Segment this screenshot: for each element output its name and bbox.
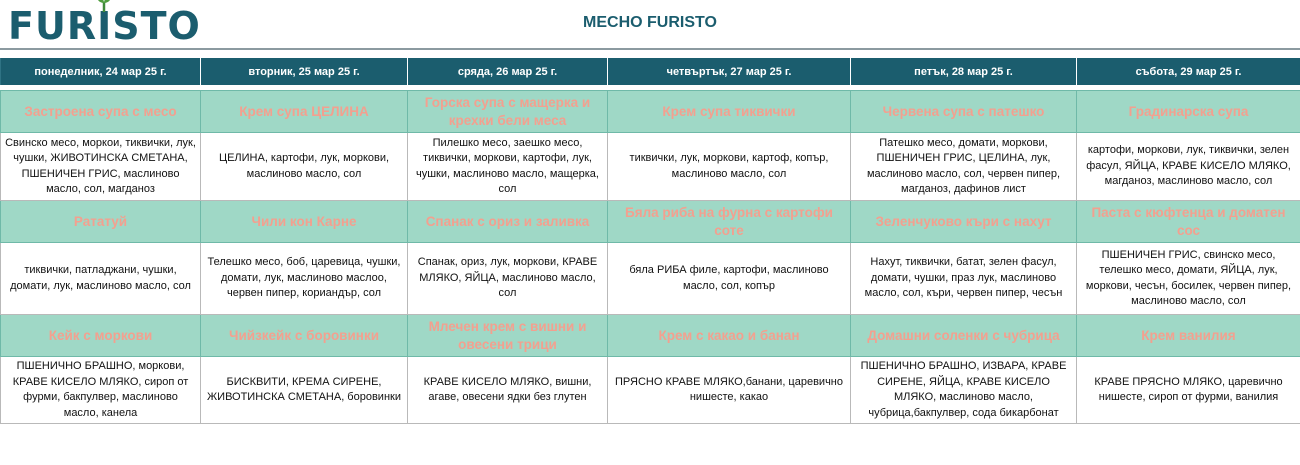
dish-name: Крем ванилия <box>1077 315 1300 357</box>
dish-name: Чили кон Карне <box>201 201 408 243</box>
ingredients-cell: картофи, моркови, лук, тиквички, зелен фасул, ЯЙЦА, КРАВЕ КИСЕЛО МЛЯКО, магданоз, маслиново масло, сол <box>1077 133 1300 201</box>
page-title: МЕСНО FURISTO <box>583 14 717 31</box>
dish-row <box>1 315 1300 357</box>
ingredients-cell: ЦЕЛИНА, картофи, лук, моркови, маслиново масло, сол <box>201 133 408 201</box>
dish-name: Чийзкейк с боровинки <box>201 315 408 357</box>
dish-name: Млечен крем с вишни и овесени трици <box>408 315 608 357</box>
dish-name: Паста с кюфтенца и доматен сос <box>1077 201 1300 243</box>
ingredients-cell: тиквички, лук, моркови, картоф, копър, маслиново масло, сол <box>608 133 851 201</box>
dish-row <box>1 91 1300 133</box>
ingredients-cell: тиквички, патладжани, чушки, домати, лук, маслиново масло, сол <box>1 243 201 315</box>
dish-name: Крем супа ЦЕЛИНА <box>201 91 408 133</box>
ingredients-row <box>1 357 1300 424</box>
page-header <box>0 0 1300 50</box>
day-header-row <box>1 58 1300 86</box>
ingredients-cell: Пилешко месо, заешко месо, тиквички, моркови, картофи, лук, чушки, маслиново масло, мащерка, сол <box>408 133 608 201</box>
day-header: събота, 29 мар 25 г. <box>1077 58 1300 86</box>
dish-name: Зеленчуково къри с нахут <box>851 201 1077 243</box>
logo-text: FURISTO <box>8 4 201 48</box>
dish-name: Рататуй <box>1 201 201 243</box>
ingredients-cell: КРАВЕ ПРЯСНО МЛЯКО, царевично нишесте, сироп от фурми, ванилия <box>1077 357 1300 424</box>
day-header: вторник, 25 мар 25 г. <box>201 58 408 86</box>
ingredients-row <box>1 133 1300 201</box>
dish-name: Бяла риба на фурна с картофи соте <box>608 201 851 243</box>
dish-name: Кейк с моркови <box>1 315 201 357</box>
sprout-icon <box>94 0 114 12</box>
day-header: четвъртък, 27 мар 25 г. <box>608 58 851 86</box>
header-divider <box>0 48 1300 50</box>
dish-row <box>1 201 1300 243</box>
dish-name: Горска супа с мащерка и крехки бели меса <box>408 91 608 133</box>
dish-name: Домашни соленки с чубрица <box>851 315 1077 357</box>
dish-name: Застроена супа с месо <box>1 91 201 133</box>
day-header: петък, 28 мар 25 г. <box>851 58 1077 86</box>
ingredients-cell: ПШЕНИЧЕН ГРИС, свинско месо, телешко месо, домати, ЯЙЦА, лук, моркови, чесън, босилек, червен пипер, маслиново масло, сол <box>1077 243 1300 315</box>
ingredients-cell: Патешко месо, домати, моркови, ПШЕНИЧЕН ГРИС, ЦЕЛИНА, лук, маслиново масло, сол, червен пипер, магданоз, дафинов лист <box>851 133 1077 201</box>
ingredients-cell: Свинско месо, моркои, тиквички, лук, чушки, ЖИВОТИНСКА СМЕТАНА, ПШЕНИЧЕН ГРИС, маслиново масло, сол, магданоз <box>1 133 201 201</box>
ingredients-cell: ПРЯСНО КРАВЕ МЛЯКО,банани, царевично нишесте, какао <box>608 357 851 424</box>
dish-name: Крем супа тиквички <box>608 91 851 133</box>
day-header: сряда, 26 мар 25 г. <box>408 58 608 86</box>
ingredients-cell: Спанак, ориз, лук, моркови, КРАВЕ МЛЯКО, ЯЙЦА, маслиново масло, сол <box>408 243 608 315</box>
ingredients-cell: ПШЕНИЧНО БРАШНО, ИЗВАРА, КРАВЕ СИРЕНЕ, ЯЙЦА, КРАВЕ КИСЕЛО МЛЯКО, маслиново масло, чубрица,бакпулвер, сода бикарбонат <box>851 357 1077 424</box>
ingredients-cell: Телешко месо, боб, царевица, чушки, домати, лук, маслиново маслоо, червен пипер, кориандър, сол <box>201 243 408 315</box>
ingredients-row <box>1 243 1300 315</box>
dish-name: Спанак с ориз и заливка <box>408 201 608 243</box>
ingredients-cell: ПШЕНИЧНО БРАШНО, моркови, КРАВЕ КИСЕЛО МЛЯКО, сироп от фурми, бакпулвер, маслиново масло, канела <box>1 357 201 424</box>
dish-name: Червена супа с патешко <box>851 91 1077 133</box>
dish-name: Крем с какао и банан <box>608 315 851 357</box>
ingredients-cell: БИСКВИТИ, КРЕМА СИРЕНЕ, ЖИВОТИНСКА СМЕТАНА, боровинки <box>201 357 408 424</box>
ingredients-cell: бяла РИБА филе, картофи, маслиново масло, сол, копър <box>608 243 851 315</box>
ingredients-cell: КРАВЕ КИСЕЛО МЛЯКО, вишни, агаве, овесени ядки без глутен <box>408 357 608 424</box>
ingredients-cell: Нахут, тиквички, батат, зелен фасул, домати, чушки, праз лук, маслиново масло, сол, къри, червен пипер, чесън <box>851 243 1077 315</box>
dish-name: Градинарска супа <box>1077 91 1300 133</box>
day-header: понеделник, 24 мар 25 г. <box>1 58 201 86</box>
weekly-menu-table <box>0 57 1300 424</box>
